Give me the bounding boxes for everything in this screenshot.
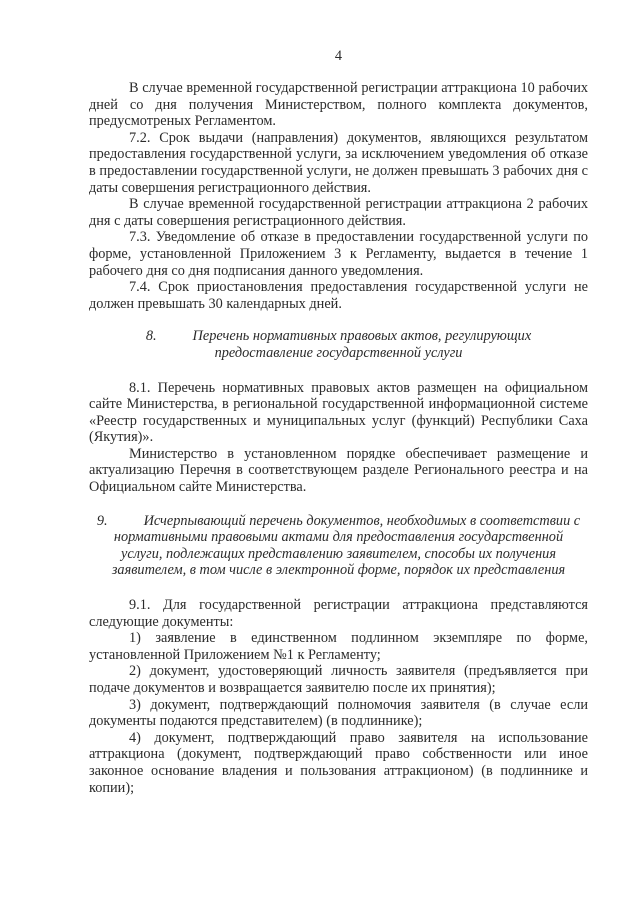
paragraph: 4) документ, подтверждающий право заявителя на использование аттракциона (документ, подтверждающий право собственности или иное законное основание владения и пользования аттракционом) (в подлиннике и копии); [89, 729, 588, 796]
paragraph: 2) документ, удостоверяющий личность заявителя (предъявляется при подаче документов и возвращается заявителю после их принятия); [89, 663, 588, 696]
section-title-text: Исчерпывающий перечень документов, необходимых в соответствии с нормативными правовыми актами для предоставления государственной услуги, подлежащих представлению заявителем, способы их получения заявителем, в том числе в электронной форме, порядок их представления [111, 512, 581, 579]
section-9-heading [89, 513, 588, 579]
section-number: 9. [96, 512, 108, 529]
paragraph: 3) документ, подтверждающий полномочия заявителя (в случае если документы подаются представителем) (в подлиннике); [89, 696, 588, 730]
spacer [89, 579, 588, 597]
paragraph: В случае временной государственной регистрации аттракциона 2 рабочих дня с даты совершения регистрационного действия. [89, 196, 588, 229]
paragraph: Министерство в установленном порядке обеспечивает размещение и актуализацию Перечня в соответствующем разделе Регионального реестра и на Официальном сайте Министерства. [89, 445, 588, 496]
paragraph: 8.1. Перечень нормативных правовых актов размещен на официальном сайте Министерства, в региональной государственной информационной системе «Реестр государственных и муниципальных услуг (функций) Республики Саха (Якутия)». [89, 379, 588, 446]
section-8-heading [89, 328, 588, 361]
paragraph: 7.2. Срок выдачи (направления) документов, являющихся результатом предоставления государственной услуги, за исключением уведомления об отказе в предоставлении государственной услуги, не должен превышать 3 рабочих дня с даты совершения регистрационного действия. [89, 129, 588, 196]
paragraph: В случае временной государственной регистрации аттракциона 10 рабочих дней со дня получения Министерством, полного комплекта документов, предусмотреных Регламентом. [89, 80, 588, 130]
paragraph: 9.1. Для государственной регистрации аттракциона представляются следующие документы: [89, 597, 588, 630]
page-number: 4 [334, 48, 343, 64]
section-title-text: Перечень нормативных правовых актов, регулирующих предоставление государственной услуги [192, 328, 532, 361]
paragraph: 7.3. Уведомление об отказе в предоставлении государственной услуги по форме, установленной Приложением 3 к Регламенту, выдается в течение 1 рабочего дня со дня подписания данного уведомления. [89, 229, 588, 279]
spacer [89, 362, 588, 380]
section-number: 8. [145, 328, 157, 345]
paragraph: 7.4. Срок приостановления предоставления государственной услуги не должен превышать 30 календарных дней. [89, 279, 588, 312]
paragraph: 1) заявление в единственном подлинном экземпляре по форме, установленной Приложением №1 к Регламенту; [89, 630, 588, 663]
